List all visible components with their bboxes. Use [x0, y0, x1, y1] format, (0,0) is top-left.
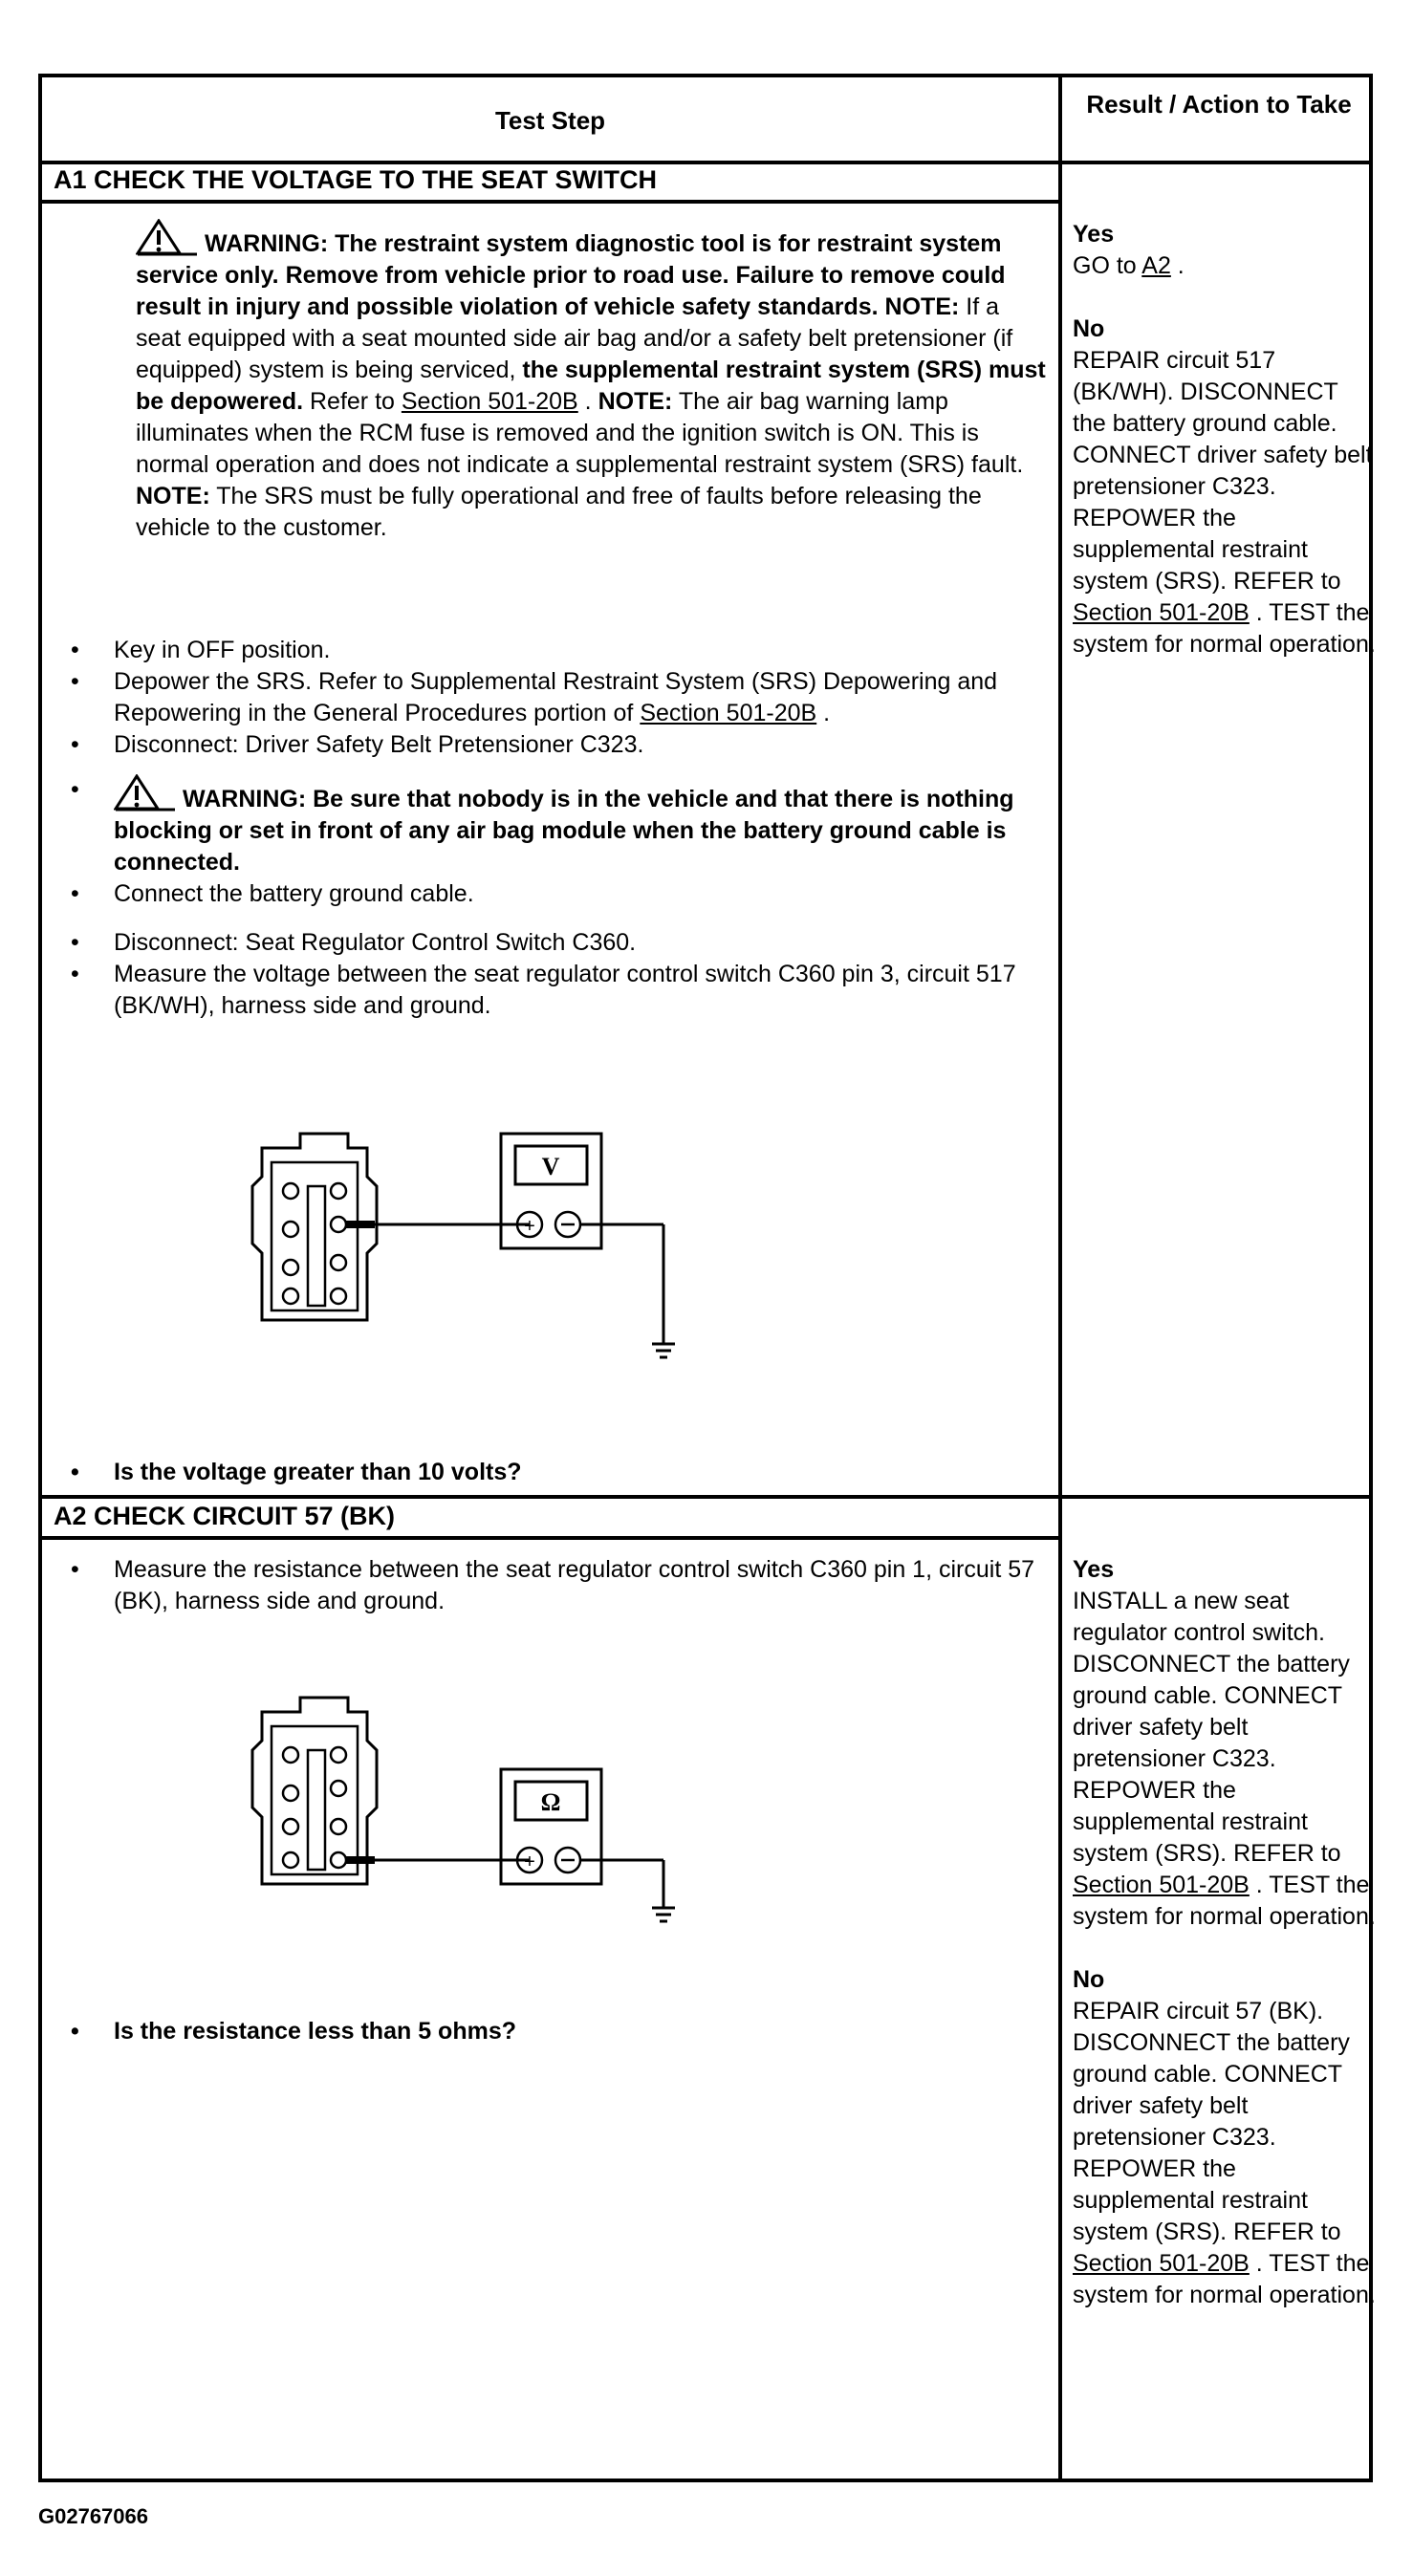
- a1-note1-bold: the supplemental restraint system (SRS) must be depowered.: [136, 357, 1046, 415]
- a1-step-5: • Disconnect: Seat Regulator Control Switch C360.: [71, 927, 1051, 959]
- a2-results: [1073, 1554, 1377, 2311]
- svg-text:+: +: [524, 1216, 535, 1237]
- header-test-step: Test Step: [494, 106, 606, 135]
- a2-yes-action: INSTALL a new seat regulator control switch. DISCONNECT the battery ground cable. CONNECT driver safety belt pretensioner C323. REPOWER the supplemental restraint system (SRS). REFER to Section 501-20B . TEST the system for normal operation.: [1073, 1588, 1376, 1930]
- a1-warning-notes: WARNING: The restraint system diagnostic tool is for restraint system service only. Remove from vehicle prior to road use. Failure to remove could result in injury and possible violation of vehicle safety standards. NOTE: If a seat equipped with a seat mounted side air bag and/or a safety belt pretensioner (if equipped) system is being serviced, the supplemental restraint system (SRS) must be depowered. Refer to Section 501-20B . NOTE: The air bag warning lamp illuminates when the RCM fuse is removed and the ignition switch is ON. This is normal operation and does not indicate a supplemental restraint system (SRS) fault. NOTE: The SRS must be fully operational and free of faults before releasing the vehicle to the customer.: [136, 219, 1049, 544]
- a1-steps-list: [71, 635, 1051, 1022]
- section-link[interactable]: Section 501-20B: [1073, 2250, 1250, 2277]
- header-divider: [42, 161, 1369, 164]
- a1-yes-label: Yes: [1073, 221, 1115, 248]
- a1-note2-text: The air bag warning lamp illuminates when the RCM fuse is removed and the ignition switch is ON. This is normal operation and does not indicate a supplemental restraint system (SRS) fault.: [136, 388, 1024, 478]
- a1-note1-text: If a seat equipped with a seat mounted side air bag and/or a safety belt pretensioner (if equipped) system is being serviced,: [136, 293, 1013, 383]
- figure-id: G02767066: [38, 2504, 148, 2528]
- a1-warning-2-item: [71, 774, 1051, 878]
- a1-step-2: • Depower the SRS. Refer to Supplemental Restraint System (SRS) Depowering and Repowering in the General Procedures portion of Section 501-20B .: [71, 666, 1051, 729]
- a2-yes-label: Yes: [1073, 1556, 1115, 1583]
- a1-note3-text: The SRS must be fully operational and free of faults before releasing the vehicle to the customer.: [136, 483, 982, 541]
- a2-title: A2 CHECK CIRCUIT 57 (BK): [54, 1502, 396, 1530]
- a2-link[interactable]: A2: [1141, 252, 1171, 279]
- a1-voltmeter-diagram: [224, 1129, 692, 1387]
- a1-step-3: • Disconnect: Driver Safety Belt Pretensioner C323.: [71, 729, 1051, 761]
- a1-question: • Is the voltage greater than 10 volts?: [71, 1457, 1051, 1488]
- a1-yes-action: GO to A2 .: [1073, 252, 1185, 279]
- a1-note2-label: NOTE:: [598, 388, 673, 415]
- a1-step-1: • Key in OFF position.: [71, 635, 1051, 666]
- a2-meter-symbol: Ω: [540, 1788, 561, 1816]
- a1-step-6: • Measure the voltage between the seat regulator control switch C360 pin 3, circuit 517 (BK/WH), harness side and ground.: [71, 959, 1051, 1022]
- a1-question-list: [71, 1457, 1051, 1488]
- diagnostic-table: [38, 74, 1376, 2482]
- a1-results: [1073, 219, 1377, 660]
- a1-no-action: REPAIR circuit 517 (BK/WH). DISCONNECT the battery ground cable. CONNECT driver safety belt pretensioner C323. REPOWER the supplemental restraint system (SRS). REFER to Section 501-20B . TEST the system for normal operation.: [1073, 347, 1376, 658]
- section-link[interactable]: Section 501-20B: [640, 700, 817, 726]
- a2-step-1: • Measure the resistance between the seat regulator control switch C360 pin 1, circuit 57 (BK), harness side and ground.: [71, 1554, 1051, 1617]
- a1-meter-symbol: V: [541, 1153, 560, 1180]
- svg-text:+: +: [524, 1851, 535, 1872]
- a1-note1-refer: Refer to: [303, 388, 402, 415]
- a2-steps-list: [71, 1554, 1051, 1617]
- a2-no-action: REPAIR circuit 57 (BK). DISCONNECT the battery ground cable. CONNECT driver safety belt pretensioner C323. REPOWER the supplemental restraint system (SRS). REFER to Section 501-20B . TEST the system for normal operation.: [1073, 1998, 1376, 2308]
- warning-triangle-icon: [136, 219, 199, 257]
- a1-note1-label: NOTE:: [884, 293, 960, 320]
- header-result: Result / Action to Take: [1086, 90, 1352, 119]
- a2-question-list: [71, 2016, 1051, 2047]
- a1-step-4: • Connect the battery ground cable.: [71, 878, 1051, 910]
- a1-note3-label: NOTE:: [136, 483, 210, 509]
- section-link[interactable]: Section 501-20B: [401, 388, 578, 415]
- a2-title-divider: [42, 1536, 1058, 1540]
- a1-warning-2: WARNING: Be sure that nobody is in the vehicle and that there is nothing blocking or set in front of any air bag module when the battery ground cable is connected.: [114, 786, 1014, 876]
- a1-warning-1: WARNING: The restraint system diagnostic tool is for restraint system service only. Remove from vehicle prior to road use. Failure to remove could result in injury and possible violation of vehicle safety standards.: [136, 230, 1006, 320]
- section-link[interactable]: Section 501-20B: [1073, 599, 1250, 626]
- a1-a2-divider: [42, 1495, 1369, 1499]
- a1-title-divider: [42, 200, 1058, 204]
- warning-triangle-icon: [114, 774, 177, 812]
- a2-question: • Is the resistance less than 5 ohms?: [71, 2016, 1051, 2047]
- section-link[interactable]: Section 501-20B: [1073, 1872, 1250, 1898]
- a2-ohmmeter-diagram: [224, 1693, 692, 1951]
- a1-no-label: No: [1073, 315, 1105, 342]
- column-divider: [1058, 77, 1062, 2479]
- a2-no-label: No: [1073, 1966, 1105, 1993]
- a1-title: A1 CHECK THE VOLTAGE TO THE SEAT SWITCH: [54, 165, 658, 194]
